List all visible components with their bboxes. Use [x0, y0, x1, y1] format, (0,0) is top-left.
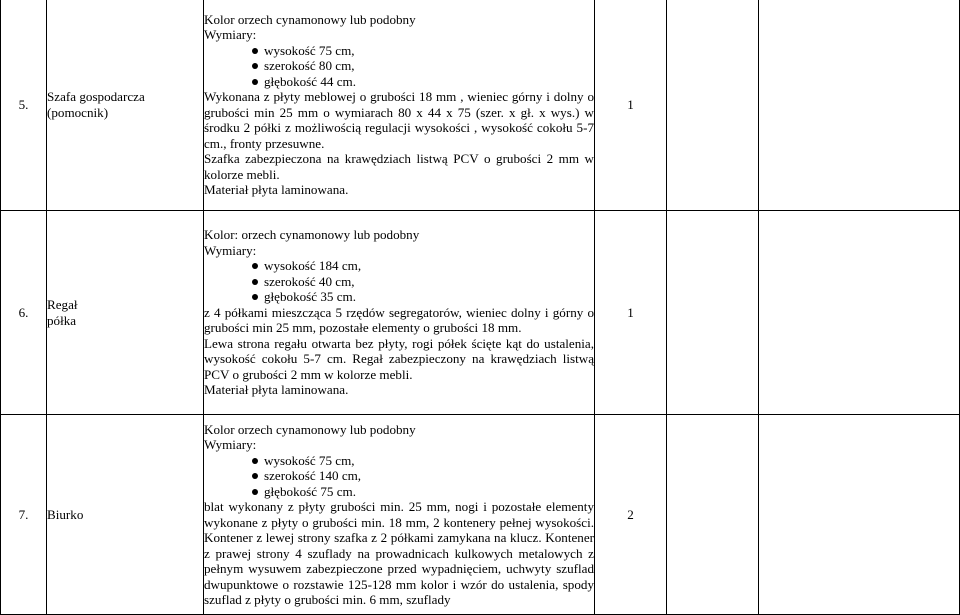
item-name-line: Regał	[47, 297, 78, 312]
dimension-item: szerokość 80 cm,	[204, 58, 594, 74]
item-description	[204, 211, 595, 415]
description-paragraph: Wykonana z płyty meblowej o grubości 18 mm , wieniec górny i dolny o grubości min 25 mm o wymiarach 80 x 44 x 75 (szer. x gł. x wys.) w środku 2 półki z możliwością regulacji wysokości , wysokość cokołu 5-7 cm., fronty przesuwne.	[204, 89, 594, 151]
description-paragraph: Materiał płyta laminowana.	[204, 182, 349, 197]
dimension-item: głębokość 44 cm.	[204, 74, 594, 90]
item-description	[204, 415, 595, 615]
table-row	[1, 0, 960, 211]
color-line: Kolor orzech cynamonowy lub podobny	[204, 11, 416, 27]
item-name	[47, 415, 204, 615]
dimension-item: głębokość 75 cm.	[204, 484, 594, 500]
table-row	[1, 415, 960, 615]
quantity: 2	[595, 415, 667, 615]
dimension-item: wysokość 184 cm,	[204, 258, 594, 274]
description-paragraph: Lewa strona regału otwarta bez płyty, rogi półek ścięte kąt do ustalenia, wysokość cokołu 5-7 cm. Regał zabezpieczony na krawędziach listwą PCV o grubości 2 mm w kolorze mebli.	[204, 335, 594, 382]
color-line: Kolor: orzech cynamonowy lub podobny	[204, 227, 420, 243]
quantity: 1	[595, 211, 667, 415]
item-name-line: (pomocnik)	[47, 104, 109, 120]
dimensions-list	[204, 258, 594, 305]
dimension-item: wysokość 75 cm,	[204, 453, 594, 469]
item-name-line: Biurko	[47, 506, 84, 522]
item-name-line: Szafa gospodarcza	[47, 89, 145, 104]
dimensions-list	[204, 453, 594, 500]
item-name-line: półka	[47, 312, 77, 328]
description-paragraph: Szafka zabezpieczona na krawędziach listwą PCV o grubości 2 mm w kolorze mebli.	[204, 151, 594, 182]
description-paragraph: z 4 półkami mieszcząca 5 rzędów segregatorów, wieniec dolny i górny o grubości min 25 mm, pozostałe elementy o grubości 18 mm.	[204, 304, 594, 336]
table-row	[1, 211, 960, 415]
row-number: 5.	[1, 0, 47, 211]
row-number: 6.	[1, 211, 47, 415]
description-paragraph: blat wykonany z płyty grubości min. 25 mm, nogi i pozostałe elementy wykonane z płyty o grubości min. 18 mm, 2 kontenery pełnej wysokości. Kontener z lewej strony szafka z 2 półkami zamykana na klucz. Kontener z prawej strony 4 szuflady na prowadnicach kulkowych metalowych z pełnym wysuwem zabezpieczone przed wypadnięciem, uchwyty szuflad dwupunktowe o rozstawie 125-128 mm kolor i wzór do ustalenia, spody szuflad z płyty o grubości min. 6 mm, szuflady	[204, 499, 594, 607]
item-name	[47, 211, 204, 415]
color-line: Kolor orzech cynamonowy lub podobny	[204, 421, 416, 437]
item-name	[47, 0, 204, 211]
dimensions-label: Wymiary:	[204, 27, 257, 42]
dimension-item: szerokość 140 cm,	[204, 468, 594, 484]
empty-cell	[759, 211, 960, 415]
description-paragraph: Materiał płyta laminowana.	[204, 382, 349, 398]
empty-cell	[759, 415, 960, 615]
dimensions-label: Wymiary:	[204, 242, 257, 258]
row-number: 7.	[1, 415, 47, 615]
dimensions-label: Wymiary:	[204, 437, 257, 452]
empty-cell	[667, 415, 759, 615]
item-description	[204, 0, 595, 211]
dimensions-list	[204, 43, 594, 90]
dimension-item: wysokość 75 cm,	[204, 43, 594, 59]
quantity: 1	[595, 0, 667, 211]
empty-cell	[667, 0, 759, 211]
dimension-item: szerokość 40 cm,	[204, 274, 594, 290]
empty-cell	[667, 211, 759, 415]
dimension-item: głębokość 35 cm.	[204, 289, 594, 305]
empty-cell	[759, 0, 960, 211]
